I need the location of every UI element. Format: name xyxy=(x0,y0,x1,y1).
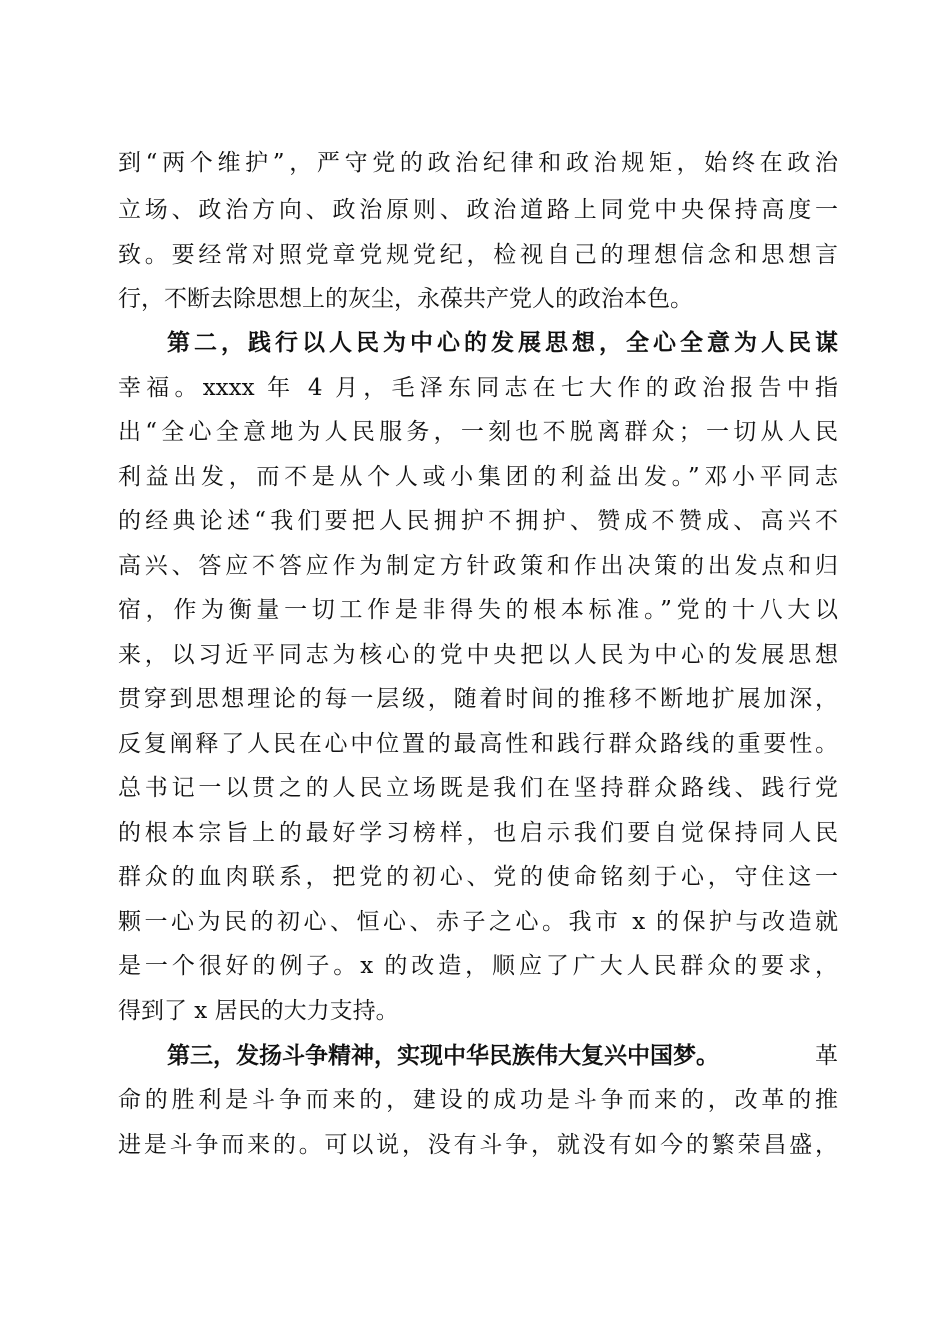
text-line: 宿，作为衡量一切工作是非得失的根本标准。”党的十八大以 xyxy=(118,597,838,623)
text-line: 的经典论述“我们要把人民拥护不拥护、赞成不赞成、高兴不 xyxy=(118,508,838,534)
text-line: 命的胜利是斗争而来的，建设的成功是斗争而来的，改革的推 xyxy=(118,1087,838,1113)
text-line: 到“两个维护”，严守党的政治纪律和政治规矩，始终在政治 xyxy=(118,150,838,176)
text-line: 反复阐释了人民在心中位置的最高性和践行群众路线的重要性。 xyxy=(118,731,838,757)
text-line: 高兴、答应不答应作为制定方针政策和作出决策的出发点和归 xyxy=(118,553,838,579)
text-line: 得到了 x 居民的大力支持。 xyxy=(118,998,399,1024)
text-line: 行，不断去除思想上的灰尘，永葆共产党人的政治本色。 xyxy=(118,286,693,312)
text-line: 总书记一以贯之的人民立场既是我们在坚持群众路线、践行党 xyxy=(118,775,838,801)
text-line: 进是斗争而来的。可以说，没有斗争，就没有如今的繁荣昌盛， xyxy=(118,1132,838,1158)
text-line: 贯穿到思想理论的每一层级，随着时间的推移不断地扩展加深， xyxy=(118,686,838,712)
section-two-heading-line: 第二，践行以人民为中心的发展思想，全心全意为人民谋 xyxy=(167,329,838,356)
text-line: 来，以习近平同志为核心的党中央把以人民为中心的发展思想 xyxy=(118,642,838,668)
text-line: 幸福。xxxx 年 4 月，毛泽东同志在七大作的政治报告中指 xyxy=(118,375,838,401)
section-three-heading-line xyxy=(167,1037,838,1075)
text-line: 颗一心为民的初心、恒心、赤子之心。我市 x 的保护与改造就 xyxy=(118,909,838,935)
text-line: 的根本宗旨上的最好学习榜样，也启示我们要自觉保持同人民 xyxy=(118,820,838,846)
text-line: 是一个很好的例子。x 的改造，顺应了广大人民群众的要求， xyxy=(118,953,838,979)
section-three-heading: 第三，发扬斗争精神，实现中华民族伟大复兴中国梦。 xyxy=(167,1042,719,1069)
text-line: 致。要经常对照党章党规党纪，检视自己的理想信念和思想言 xyxy=(118,242,838,268)
text-line: 立场、政治方向、政治原则、政治道路上同党中央保持高度一 xyxy=(118,197,838,223)
section-three-body-start: 革 xyxy=(815,1043,838,1069)
text-line: 群众的血肉联系，把党的初心、党的使命铭刻于心，守住这一 xyxy=(118,864,838,890)
text-line: 利益出发，而不是从个人或小集团的利益出发。”邓小平同志 xyxy=(118,464,838,490)
text-line: 出“全心全意地为人民服务，一刻也不脱离群众；一切从人民 xyxy=(118,419,838,445)
